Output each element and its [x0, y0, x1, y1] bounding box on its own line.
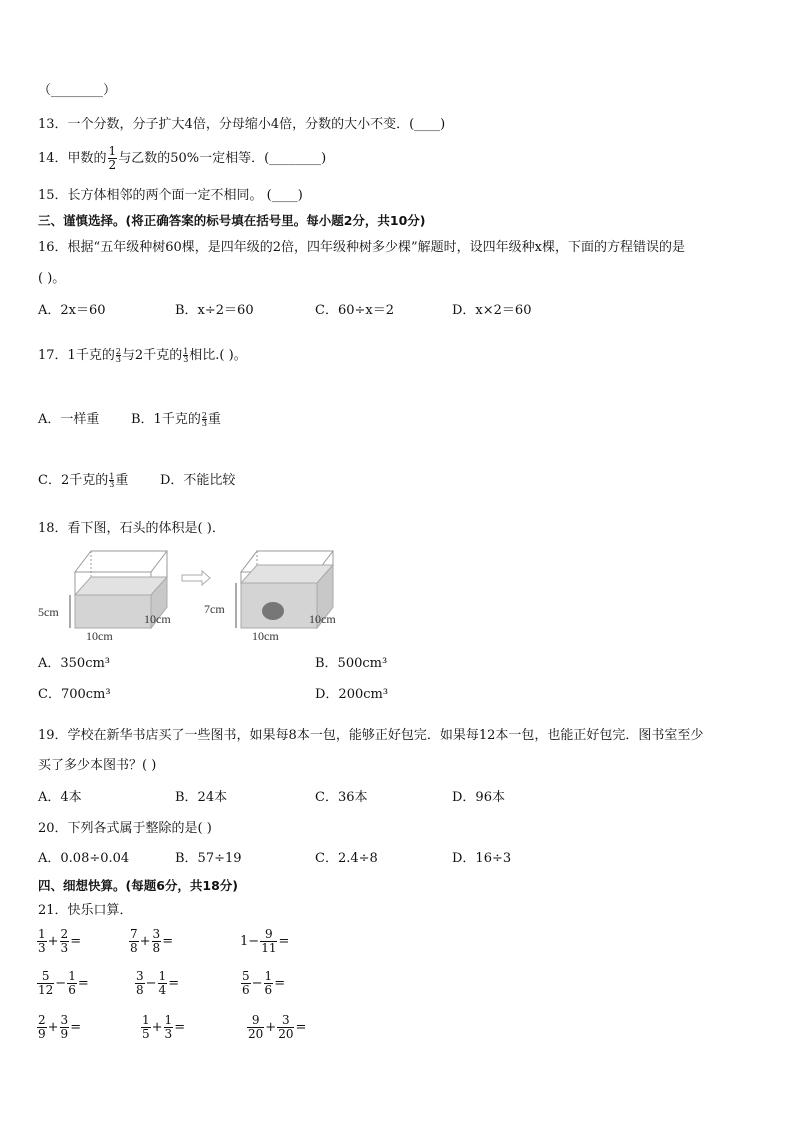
- q17-pre: 17．1千克的: [38, 348, 115, 363]
- right-height-label: 7cm: [204, 602, 225, 616]
- q14-pre: 14．甲数的: [38, 151, 107, 166]
- calc-item: $\frac{3}{8}$ − $\frac{1}{4}$ =: [136, 969, 180, 997]
- calc-item: $\frac{9}{20}$ + $\frac{3}{20}$ =: [248, 1013, 307, 1041]
- q19-option-d: D．96本: [452, 790, 505, 805]
- q14-fraction: $\frac{1}{2}$: [108, 144, 117, 172]
- calc-item: $\frac{5}{12}$ − $\frac{1}{6}$ =: [38, 969, 89, 997]
- q19-option-a: A．4本: [38, 790, 82, 805]
- question-19-line2: 买了多少本图书？( ): [38, 758, 157, 773]
- question-18: 18．看下图，石头的体积是( )．: [38, 521, 225, 536]
- right-width-label: 10cm: [309, 612, 336, 626]
- left-height-label: 5cm: [38, 605, 59, 619]
- q17-option-a: A．一样重: [38, 412, 100, 427]
- right-length-label: 10cm: [252, 629, 279, 643]
- calc-item: $\frac{5}{6}$ − $\frac{1}{6}$ =: [242, 969, 286, 997]
- question-17: [38, 347, 247, 365]
- q20-option-c: C．2.4÷8: [315, 851, 378, 866]
- section-3-heading: 三、谨慎选择。(将正确答案的标号填在括号里。每小题2分，共10分): [38, 213, 426, 228]
- section-4-heading: 四、细想快算。(每题6分，共18分): [38, 878, 239, 893]
- q16-option-b: B．x÷2＝60: [175, 303, 254, 318]
- calc-item: $\frac{1}{3}$ + $\frac{2}{3}$ =: [38, 927, 82, 955]
- q18-option-b: B．500cm³: [315, 656, 388, 671]
- question-14: [38, 145, 326, 173]
- question-13: 13．一个分数，分子扩大4倍，分母缩小4倍，分数的大小不变．(____): [38, 117, 446, 132]
- q18-option-d: D．200cm³: [315, 687, 389, 702]
- calc-item: $\frac{2}{9}$ + $\frac{3}{9}$ =: [38, 1013, 82, 1041]
- q17-fraction-2: $\frac{1}{3}$: [183, 347, 189, 364]
- stone-shape: [262, 602, 284, 620]
- q16-option-a: A．2x＝60: [38, 303, 106, 318]
- q17-fraction-1: $\frac{2}{3}$: [115, 347, 121, 364]
- calc-item: $\frac{7}{8}$ + $\frac{3}{8}$ =: [130, 927, 174, 955]
- left-length-label: 10cm: [86, 629, 113, 643]
- q17-option-b: B．1千克的 $\frac{2}{3}$ 重: [131, 411, 221, 428]
- q18-option-c: C．700cm³: [38, 687, 111, 702]
- calc-item: 1− $\frac{9}{11}$ =: [240, 927, 290, 955]
- q17-option-d: D．不能比较: [160, 473, 236, 488]
- question-15: 15．长方体相邻的两个面一定不相同。 (____): [38, 188, 303, 203]
- q19-option-c: C．36本: [315, 790, 368, 805]
- q12-answer-blank: （________）: [38, 83, 117, 98]
- q17-mid: 与2千克的: [121, 348, 183, 363]
- question-19-line1: 19．学校在新华书店买了一些图书，如果每8本一包，能够正好包完．如果每12本一包，也能正好包完．图书室至少: [38, 728, 704, 743]
- question-16-line2: ( )。: [38, 271, 66, 286]
- question-20: 20．下列各式属于整除的是( ): [38, 821, 212, 836]
- q20-option-d: D．16÷3: [452, 851, 512, 866]
- question-21: 21．快乐口算．: [38, 903, 133, 918]
- q20-option-a: A．0.08÷0.04: [38, 851, 130, 866]
- q17-post: 相比.( )。: [189, 348, 247, 363]
- left-width-label: 10cm: [144, 612, 171, 626]
- q18-container-figure: [36, 547, 396, 647]
- q19-option-b: B．24本: [175, 790, 228, 805]
- transition-arrow: [182, 571, 210, 585]
- q18-option-a: A．350cm³: [38, 656, 111, 671]
- q16-option-d: D．x×2＝60: [452, 303, 532, 318]
- calc-item: $\frac{1}{5}$ + $\frac{1}{3}$ =: [142, 1013, 186, 1041]
- q17-option-c: C．2千克的 $\frac{1}{3}$ 重: [38, 472, 129, 489]
- question-16-line1: 16．根据“五年级种树60棵，是四年级的2倍，四年级种树多少棵”解题时，设四年级种x棵，下面的方程错误的是: [38, 240, 685, 255]
- q16-option-c: C．60÷x＝2: [315, 303, 394, 318]
- q20-option-b: B．57÷19: [175, 851, 242, 866]
- q14-post: 与乙数的50%一定相等．(________): [118, 151, 327, 166]
